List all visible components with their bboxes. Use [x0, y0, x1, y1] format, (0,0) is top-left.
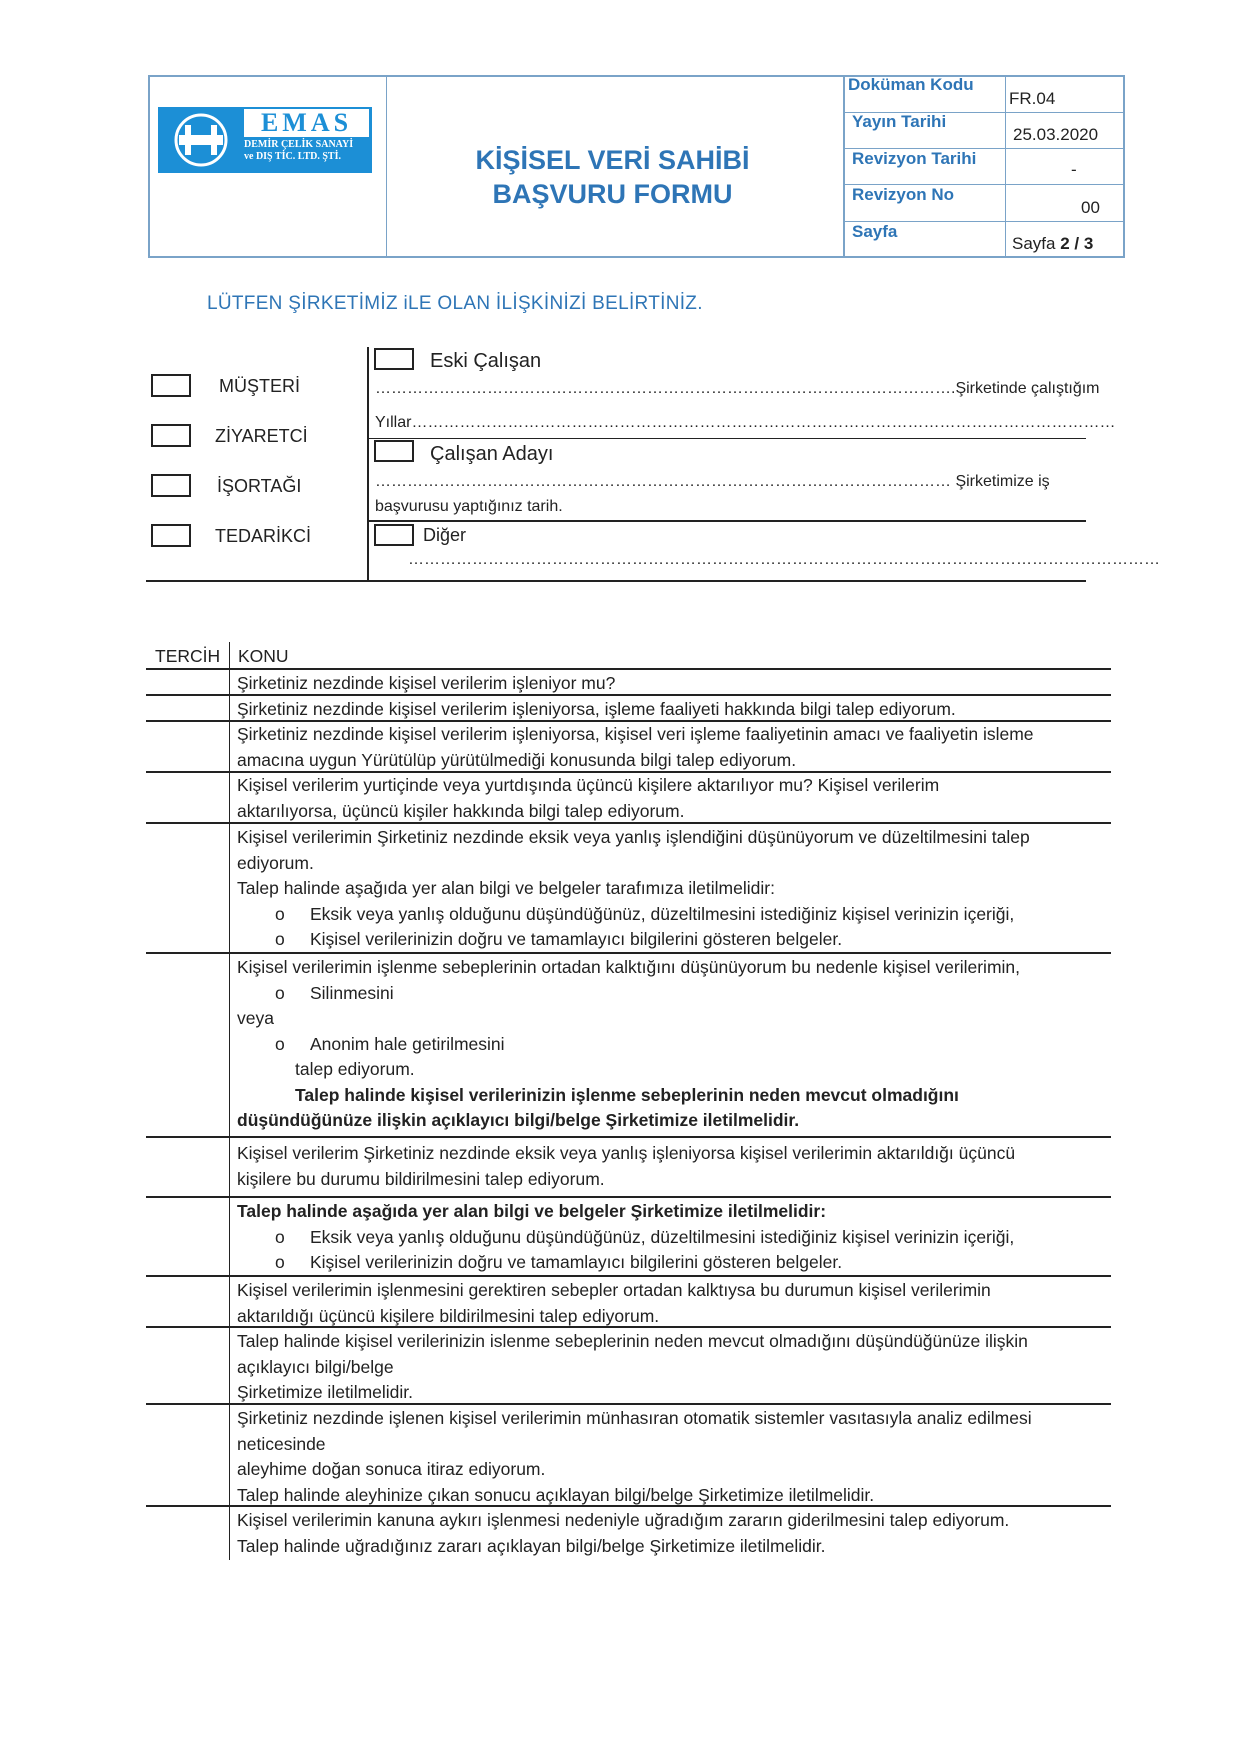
divider-line: [369, 438, 1086, 439]
checkbox-former-employee[interactable]: [374, 348, 414, 370]
label-other: Diğer: [423, 525, 467, 545]
checkbox-other[interactable]: [374, 524, 414, 546]
table-row-separator: [146, 1196, 1111, 1198]
table-row[interactable]: Kişisel verilerimin kanuna aykırı işlenmesi nedeniyle uğradığım zararın giderilmesini talep ediyorum. Talep halinde uğradığınız zararı açıklayan bilgi/belge Şirketimize iletilmelidir.: [237, 1510, 1010, 1556]
table-row[interactable]: Şirketiniz nezdinde kişisel verilerim işleniyorsa, kişisel veri işleme faaliyetinin amacı ve faaliyetin isleme amacına uygun Yürütülüp yürütülmediği konusunda bilgi talep ediyorum.: [237, 724, 1034, 770]
meta-key-doc-code: Doküman Kodu: [848, 75, 974, 94]
meta-key-page: Sayfa: [852, 222, 898, 241]
meta-value-page: Sayfa 2 / 3: [1012, 234, 1094, 253]
table-row[interactable]: Şirketiniz nezdinde kişisel verilerim işleniyor mu?: [237, 673, 616, 693]
table-row[interactable]: Kişisel verilerim yurtiçinde veya yurtdışında üçüncü kişilere aktarılıyor mu? Kişisel verilerim aktarılıyorsa, üçüncü kişiler hakkında bilgi talep ediyorum.: [237, 775, 940, 821]
table-row[interactable]: Kişisel verilerimin Şirketiniz nezdinde eksik veya yanlış işlendiğini düşünüyorum ve düzeltilmesini talep ediyorum. Talep halinde aşağıda yer alan bilgi ve belgeler tarafımıza iletilmelidir: o Eksik veya yanlış olduğunu düşündüğünüz, düzeltilmesini istediğiniz kişisel verinizin içeriği, o Kişisel verilerinizin doğru ve tamamlayıcı bilgilerini gösteren belgeler.: [237, 825, 1112, 953]
other-field[interactable]: ……………………………………………………………………………………………………………………………: [408, 551, 1160, 568]
logo-subtitle: DEMİR ÇELİK SANAYİ ve DIŞ TİC. LTD. ŞTİ.: [244, 139, 354, 162]
table-row[interactable]: Talep halinde kişisel verilerinizin islenme sebeplerinin neden mevcut olmadığını düşündüğünüze ilişkin açıklayıcı bilgi/belge Şirketimize iletilmelidir.: [237, 1331, 1028, 1402]
label-supplier: TEDARİKCİ: [215, 526, 312, 546]
relation-divider: [367, 347, 369, 581]
label-former-employee: Eski Çalışan: [430, 350, 542, 372]
bullet-icon: o: [275, 982, 285, 1003]
bullet-icon: o: [275, 1033, 285, 1054]
former-employer-field[interactable]: ……………………………………………………………………………………………….Şirketinde çalıştığım: [375, 380, 1100, 397]
table-row[interactable]: Kişisel verilerimin işlenme sebeplerinin ortadan kalktığını düşünüyorum bu nedenle kişisel verilerimin, o Silinmesini veya o Anonim hale getirilmesini talep ediyorum. Talep halinde kişisel verilerinizin işlenme sebeplerinin neden mevcut olmadığını düşündüğünüze ilişkin açıklayıcı bilgi/belge Şirketimize iletilmelidir.: [237, 957, 1021, 1130]
checkbox-business-partner[interactable]: [151, 474, 191, 497]
checkbox-supplier[interactable]: [151, 524, 191, 547]
meta-key-publish-date: Yayın Tarihi: [852, 112, 947, 131]
column-header-subject: KONU: [238, 646, 289, 666]
table-row[interactable]: Şirketiniz nezdinde kişisel verilerim işleniyorsa, işleme faaliyeti hakkında bilgi talep ediyorum.: [237, 699, 956, 719]
form-title: KİŞİSEL VERİ SAHİBİ BAŞVURU FORMU: [475, 145, 750, 209]
meta-value-revision-date: -: [1071, 160, 1077, 179]
divider-line: [146, 580, 1086, 582]
divider-line: [369, 520, 1086, 522]
checkbox-visitor[interactable]: [151, 424, 191, 447]
label-business-partner: İŞORTAĞI: [217, 476, 302, 496]
label-candidate: Çalışan Adayı: [430, 443, 554, 465]
checkbox-candidate[interactable]: [374, 440, 414, 462]
logo-brand-text: EMAS: [244, 109, 369, 137]
label-visitor: ZİYARETCİ: [215, 426, 308, 446]
meta-key-revision-date: Revizyon Tarihi: [852, 149, 977, 168]
application-date-caption: başvurusu yaptığınız tarih.: [375, 498, 563, 515]
table-row[interactable]: Talep halinde aşağıda yer alan bilgi ve belgeler Şirketimize iletilmelidir: o Eksik veya yanlış olduğunu düşündüğünüz, düzeltilmesini istediğiniz kişisel verinizin içeriği, o Kişisel verilerinizin doğru ve tamamlayıcı bilgilerini gösteren belgeler.: [237, 1199, 1112, 1276]
table-row[interactable]: Şirketiniz nezdinde işlenen kişisel verilerimin münhasıran otomatik sistemler vasıtasıyla analiz edilmesi neticesinde aleyhime doğan sonuca itiraz ediyorum. Talep halinde aleyhinize çıkan sonucu açıklayan bilgi/belge Şirketimize iletilmelidir.: [237, 1408, 1032, 1505]
table-row-separator: [146, 1136, 1111, 1138]
checkbox-customer[interactable]: [151, 374, 191, 397]
former-years-field[interactable]: Yıllar……………………………………………………………………………………………………………………: [375, 414, 1116, 431]
meta-key-revision-no: Revizyon No: [852, 185, 955, 204]
bullet-icon: o: [275, 1226, 285, 1247]
meta-value-publish-date: 25.03.2020: [1013, 125, 1099, 144]
table-row[interactable]: Kişisel verilerim Şirketiniz nezdinde eksik veya yanlış işleniyorsa kişisel verilerimin aktarıldığı üçüncü kişilere bu durumu bildirilmesini talep ediyorum.: [237, 1143, 1016, 1189]
meta-value-doc-code: FR.04: [1009, 89, 1056, 108]
bullet-icon: o: [275, 903, 285, 924]
bullet-icon: o: [275, 929, 285, 949]
column-header-preference: TERCİH: [155, 646, 221, 666]
application-date-field[interactable]: ……………………………………………………………………………………………… Şirketimize iş: [375, 473, 1050, 490]
logo-emblem-icon: [163, 111, 239, 169]
bullet-icon: o: [275, 1252, 285, 1272]
relation-instruction: LÜTFEN ŞİRKETİMİZ iLE OLAN İLİŞKİNİZİ BELİRTİNİZ.: [207, 293, 703, 314]
table-column-divider: [229, 642, 230, 1560]
table-row-separator: [146, 668, 1111, 670]
label-customer: MÜŞTERİ: [219, 376, 300, 396]
table-row[interactable]: Kişisel verilerimin işlenmesini gerektiren sebepler ortadan kalktıysa bu durumun kişisel verilerimin aktarıldığı üçüncü kişilere bildirilmesini talep ediyorum.: [237, 1280, 991, 1326]
meta-value-revision-no: 00: [1081, 198, 1100, 217]
